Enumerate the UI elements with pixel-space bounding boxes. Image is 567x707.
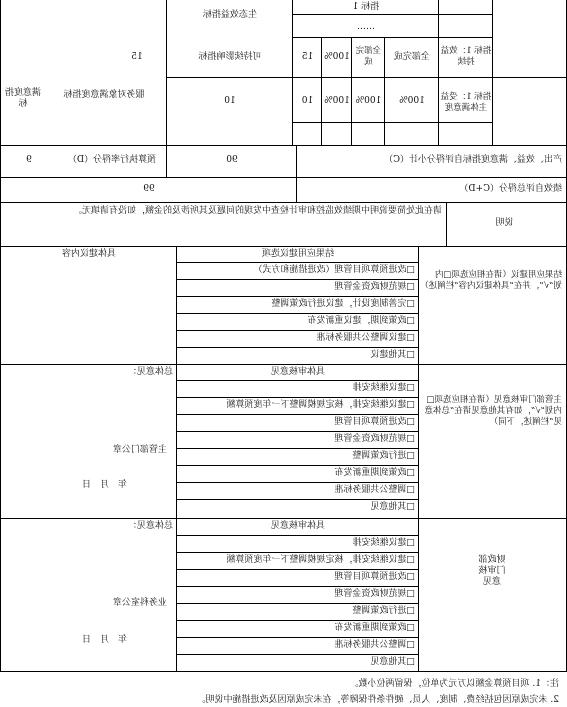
option-rule (177, 347, 419, 348)
option-rule (177, 296, 419, 297)
sat-score-b: 10 (224, 96, 236, 106)
indicator-1: 指标 1 (352, 2, 380, 12)
option-checkbox-item[interactable]: □其他意见 (370, 502, 415, 512)
rule (0, 364, 567, 365)
rule (418, 246, 419, 672)
rule (293, 37, 493, 38)
option-checkbox-item[interactable]: □改进预算项目管理（改进措施和方式） (253, 265, 415, 275)
option-checkbox-item[interactable]: □规范财政资金管理 (334, 282, 415, 292)
option-checkbox-item[interactable]: □政策到期重新发布 (334, 623, 415, 633)
budget-label: 预算执行率得分（D） (67, 155, 157, 165)
sat-rate: 100% (324, 96, 350, 106)
sat-actual: 100% (355, 96, 382, 106)
option-checkbox-item[interactable]: □调整公共服务标准 (334, 640, 415, 650)
option-rule (177, 262, 419, 263)
rule (167, 77, 567, 78)
rule (0, 0, 1, 672)
subtotal-value: 90 (226, 155, 238, 165)
option-checkbox-item[interactable]: □进行政策调整 (352, 451, 415, 461)
option-rule (177, 313, 419, 314)
rule (0, 145, 567, 146)
option-rule (177, 431, 419, 432)
option-checkbox-item[interactable]: □其他意见 (370, 657, 415, 667)
rule (166, 0, 167, 145)
sat-score-a: 10 (301, 96, 314, 106)
rule (0, 177, 567, 178)
dots-row: …… (357, 22, 375, 32)
sustain-target: 100% (324, 52, 350, 62)
option-checkbox-item[interactable]: □建议继续安排 (352, 383, 415, 393)
dept-col-overall: 总体意见： (127, 367, 173, 377)
finance-signer: 业务科室公章 (112, 598, 167, 608)
option-rule (177, 448, 419, 449)
option-rule (177, 380, 419, 381)
budget-value: 9 (26, 155, 32, 165)
dept-col-specific: 具体审核意见 (271, 367, 326, 377)
sustain-unit: 全部完成 (355, 46, 382, 67)
rule (0, 202, 567, 203)
option-checkbox-item[interactable]: □建议继续安排 (352, 538, 415, 548)
finance-col-overall: 总体意见： (127, 521, 173, 531)
eco-benefit-label: 生态效益指标 (203, 10, 258, 20)
rule (0, 671, 567, 672)
option-rule (177, 654, 419, 655)
option-checkbox-item[interactable]: □改进预算项目管理 (334, 417, 415, 427)
option-checkbox-item[interactable]: □改进预算项目管理 (334, 572, 415, 582)
option-rule (177, 397, 419, 398)
option-checkbox-item[interactable]: □建议继续安排，核定规模调整下一年度预算额 (226, 555, 415, 565)
rule (176, 364, 177, 518)
option-rule (177, 637, 419, 638)
rule (293, 122, 493, 123)
sustain-score-a: 15 (301, 52, 314, 62)
satisfaction-group-label: 满意度指标 (4, 88, 41, 109)
finance-review-label: 财政部门审核意见 (478, 555, 506, 587)
rule (0, 246, 567, 247)
rule (176, 518, 177, 672)
option-checkbox-item[interactable]: □建议调整公共服务标准 (316, 333, 415, 343)
rule (293, 14, 493, 15)
finance-date: 年 月 日 (81, 635, 127, 645)
option-checkbox-item[interactable]: □规范财政资金管理 (334, 589, 415, 599)
option-checkbox-item[interactable]: □规范财政资金管理 (334, 434, 415, 444)
explain-label: 说明 (495, 218, 514, 228)
service-satisfaction-label: 服务对象满意度指标 (63, 90, 145, 100)
option-checkbox-item[interactable]: □建议继续安排，核定规模调整下一年度预算额 (226, 400, 415, 410)
note-2: 2. 未完成原因包括经费、制度、人员、硬件条件保障等，在未完成原因及改进措施中说明。 (196, 695, 559, 705)
option-checkbox-item[interactable]: □政策到期，建议重新发布 (307, 316, 415, 326)
sustain-indicator-label: 可持续影响指标 (198, 52, 262, 62)
option-rule (177, 499, 419, 500)
sustain-score-b: 15 (131, 52, 143, 62)
dept-review-label: 主管部门审核意见（请在相应选项□内划“√”，如有其他意见请在“总体意见”栏阐述，下同） (424, 395, 562, 427)
result-app-label: 结果应用建议（请在相应选项□内划“√”，并在“具体建议内容”栏阐述） (420, 270, 562, 291)
total-label: 绩效自评总得分（C+D） (459, 184, 562, 194)
option-rule (177, 620, 419, 621)
rule (492, 0, 493, 145)
option-rule (177, 569, 419, 570)
explain-text: 请在此处简要说明中期绩效监控和审计检查中发现的问题及其所涉及的金额，如没有请填无。 (72, 206, 442, 216)
option-rule (177, 482, 419, 483)
option-checkbox-item[interactable]: □进行政策调整 (352, 606, 415, 616)
sustain-indicator-name: 指标 1：效益持续 (440, 46, 492, 67)
sustain-standard: 全部完成 (394, 52, 431, 62)
subtotal-label: 产出、效益、满意度指标自评得分小计（C） (384, 155, 562, 165)
option-rule (177, 552, 419, 553)
option-rule (177, 465, 419, 466)
option-checkbox-item[interactable]: □其他建议 (370, 350, 415, 360)
option-checkbox-item[interactable]: □调整公共服务标准 (334, 485, 415, 495)
option-rule (177, 279, 419, 280)
dept-date: 年 月 日 (81, 480, 127, 490)
dept-signer: 主管部门公章 (112, 445, 167, 455)
option-rule (177, 414, 419, 415)
option-rule (177, 330, 419, 331)
result-col-option: 结果应用建议选项 (262, 249, 335, 259)
sat-indicator-name: 指标 1：受益主体满意度 (440, 92, 492, 113)
option-rule (177, 535, 419, 536)
option-rule (177, 586, 419, 587)
rule (0, 518, 567, 519)
option-checkbox-item[interactable]: □完善制度设计，建议进行政策调整 (271, 299, 415, 309)
total-value: 99 (143, 184, 155, 194)
option-checkbox-item[interactable]: □政策到期重新发布 (334, 468, 415, 478)
sat-target: 100% (399, 96, 425, 106)
finance-col-specific: 具体审核意见 (271, 521, 326, 531)
option-rule (177, 603, 419, 604)
note-1: 注：1. 项目预算金额以万元为单位，保留两位小数。 (349, 679, 559, 689)
result-col-content: 具体建议内容 (62, 249, 117, 259)
